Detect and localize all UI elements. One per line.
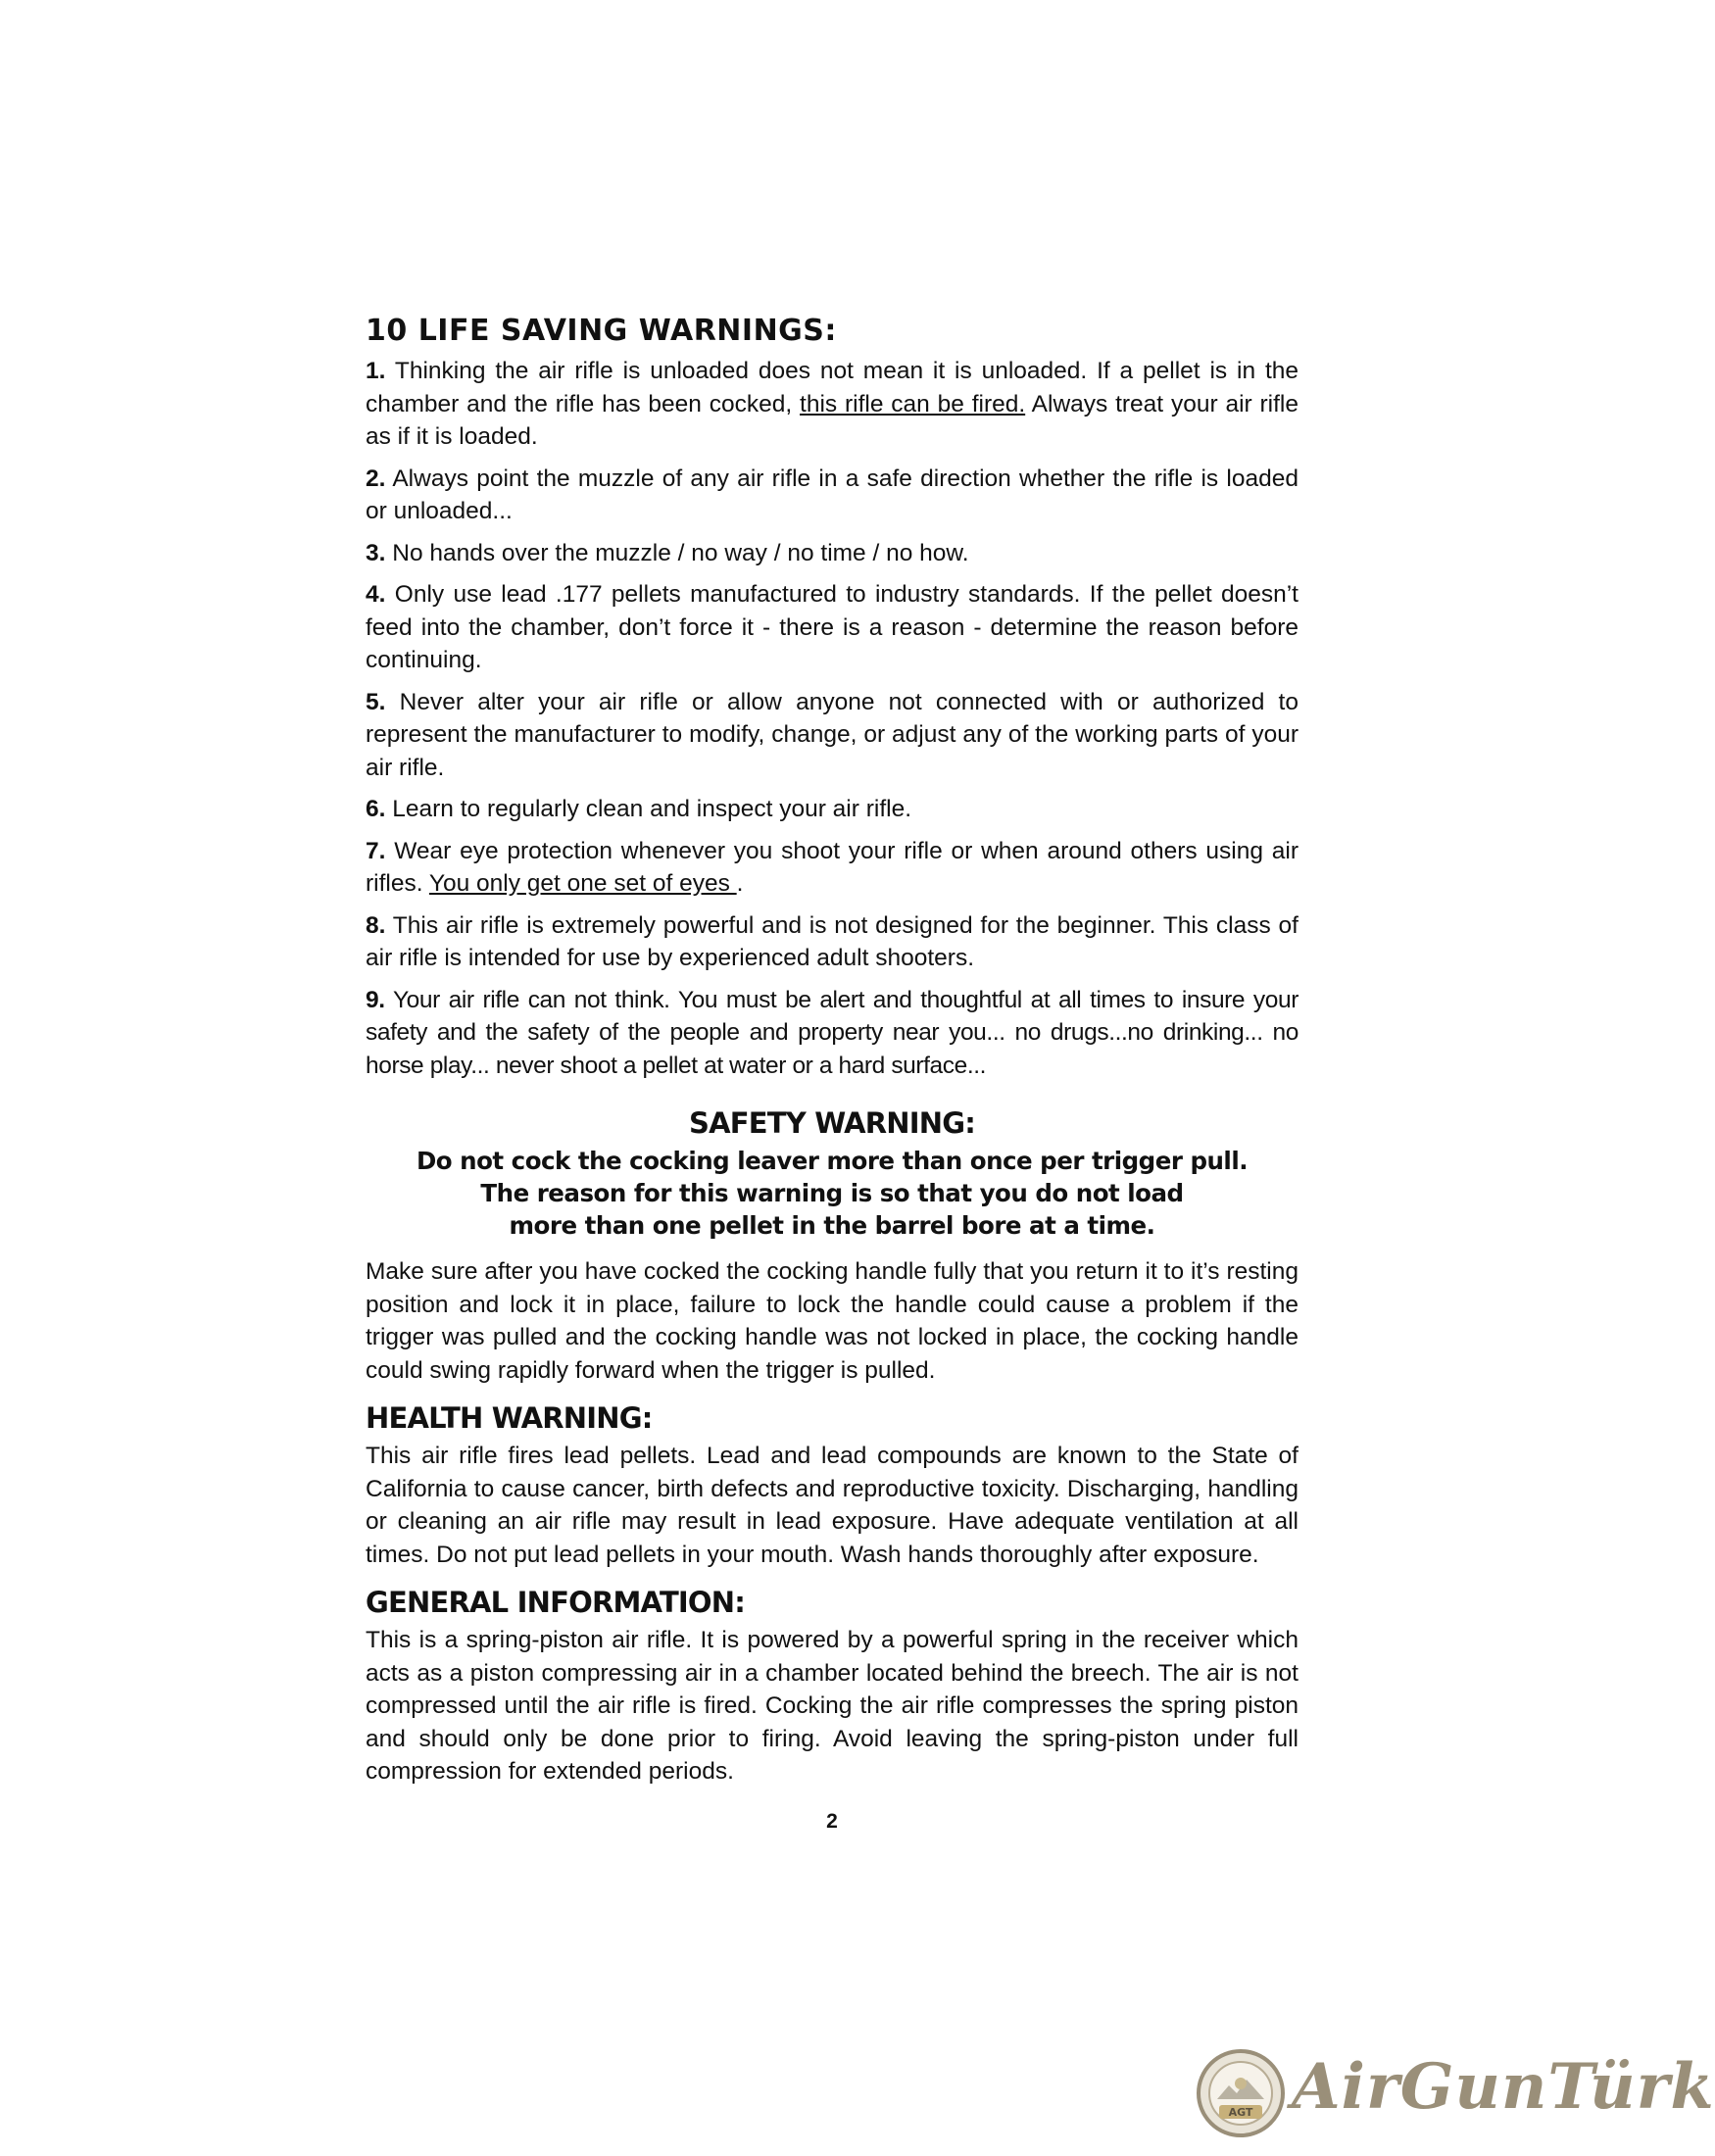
safety-warning-line: The reason for this warning is so that you do not load bbox=[480, 1179, 1184, 1207]
warning-item-1 bbox=[366, 355, 1298, 454]
warning-item-6 bbox=[366, 793, 1298, 826]
warning-text: Learn to regularly clean and inspect your air rifle. bbox=[385, 796, 911, 822]
warning-item-3 bbox=[366, 537, 1298, 570]
warning-text: This air rifle is extremely powerful and is not designed for the beginner. This class of air rifle is intended for use by experienced adult shooters. bbox=[366, 911, 1298, 971]
general-information-body: This is a spring-piston air rifle. It is powered by a powerful spring in the receiver which acts as a piston compressing air in a chamber located behind the breech. The air is not compressed until the air rifle is fired. Cocking the air rifle compresses the spring piston and should only be done prior to firing. Avoid leaving the spring-piston under full compression for extended periods. bbox=[366, 1627, 1298, 1785]
agt-badge-text: AGT bbox=[1228, 2106, 1253, 2119]
safety-warning-body: Make sure after you have cocked the cocking handle fully that you return it to it’s resting position and lock it in place, failure to lock the handle could cause a problem if the trigger was pulled and the cocking handle was not locked in place, the cocking handle could swing rapidly forward when the trigger is pulled. bbox=[366, 1258, 1298, 1384]
warning-text: Thinking the air rifle is unloaded does not mean it is unloaded. If a pellet is in the chamber and the rifle has been cocked, bbox=[366, 358, 1298, 417]
warning-text: Never alter your air rifle or allow anyone not connected with or authorized to represent the manufacturer to modify, change, or adjust any of the working parts of your air rifle. bbox=[366, 688, 1298, 781]
warning-number: 3. bbox=[366, 539, 386, 566]
warning-number: 2. bbox=[366, 465, 386, 492]
warning-number: 4. bbox=[366, 581, 386, 608]
warning-number: 5. bbox=[366, 688, 386, 715]
general-information-title: GENERAL INFORMATION: bbox=[366, 1586, 746, 1619]
page-number: 2 bbox=[826, 1809, 838, 1833]
warning-number: 9. bbox=[366, 986, 385, 1013]
health-warning-body: This air rifle fires lead pellets. Lead and lead compounds are known to the State of California to cause cancer, birth defects and reproductive toxicity. Discharging, handling or cleaning an air rifle may result in lead exposure. Have adequate ventilation at all times. Do not put lead pellets in your mouth. Wash hands thoroughly after exposure. bbox=[366, 1443, 1298, 1568]
warning-number: 1. bbox=[366, 358, 386, 384]
underlined-text: You only get one set of eyes bbox=[428, 870, 737, 897]
safety-warning-line: more than one pellet in the barrel bore at a time. bbox=[509, 1211, 1155, 1240]
warning-text: Always treat your air rifle as if it is loaded. bbox=[366, 390, 1298, 450]
underlined-text: this rifle can be fired. bbox=[800, 390, 1026, 417]
safety-warning-title: SAFETY WARNING: bbox=[688, 1106, 976, 1140]
warning-item-8 bbox=[366, 909, 1298, 975]
warning-text: No hands over the muzzle / no way / no time / no how. bbox=[385, 539, 969, 566]
safety-warning-line: Do not cock the cocking leaver more than once per trigger pull. bbox=[416, 1147, 1249, 1175]
warning-item-2 bbox=[366, 463, 1298, 528]
life-saving-warnings-title: 10 LIFE SAVING WARNINGS: bbox=[366, 314, 837, 348]
warning-text: . bbox=[736, 870, 744, 897]
warning-text: Always point the muzzle of any air rifle in a safe direction whether the rifle is loaded or unloaded... bbox=[366, 465, 1298, 524]
warning-text: Wear eye protection whenever you shoot your rifle or when around others using air rifles. bbox=[366, 837, 1298, 897]
warning-text: Only use lead .177 pellets manufactured to industry standards. If the pellet doesn’t feed into the chamber, don’t force it - there is a reason - determine the reason before continuing. bbox=[366, 581, 1298, 673]
warning-number: 6. bbox=[366, 796, 386, 822]
warning-item-5 bbox=[366, 686, 1298, 785]
agt-badge-icon bbox=[1196, 2048, 1286, 2138]
warning-number: 7. bbox=[366, 837, 386, 864]
warning-number: 8. bbox=[366, 911, 386, 939]
airgunturk-logo bbox=[1196, 2046, 1715, 2140]
warning-item-9 bbox=[366, 984, 1298, 1083]
warning-text: Your air rifle can not think. You must be alert and thoughtful at all times to insure your safety and the safety of the people and property near you... no drugs...no drinking... no horse play... never shoot a pellet at water or a hard surface... bbox=[366, 986, 1298, 1079]
logo-wordmark: AirGunTürk bbox=[1292, 2050, 1715, 2124]
manual-page bbox=[366, 312, 1298, 1834]
warning-item-4 bbox=[366, 578, 1298, 677]
health-warning-title: HEALTH WARNING: bbox=[366, 1401, 653, 1435]
warning-item-7 bbox=[366, 835, 1298, 901]
